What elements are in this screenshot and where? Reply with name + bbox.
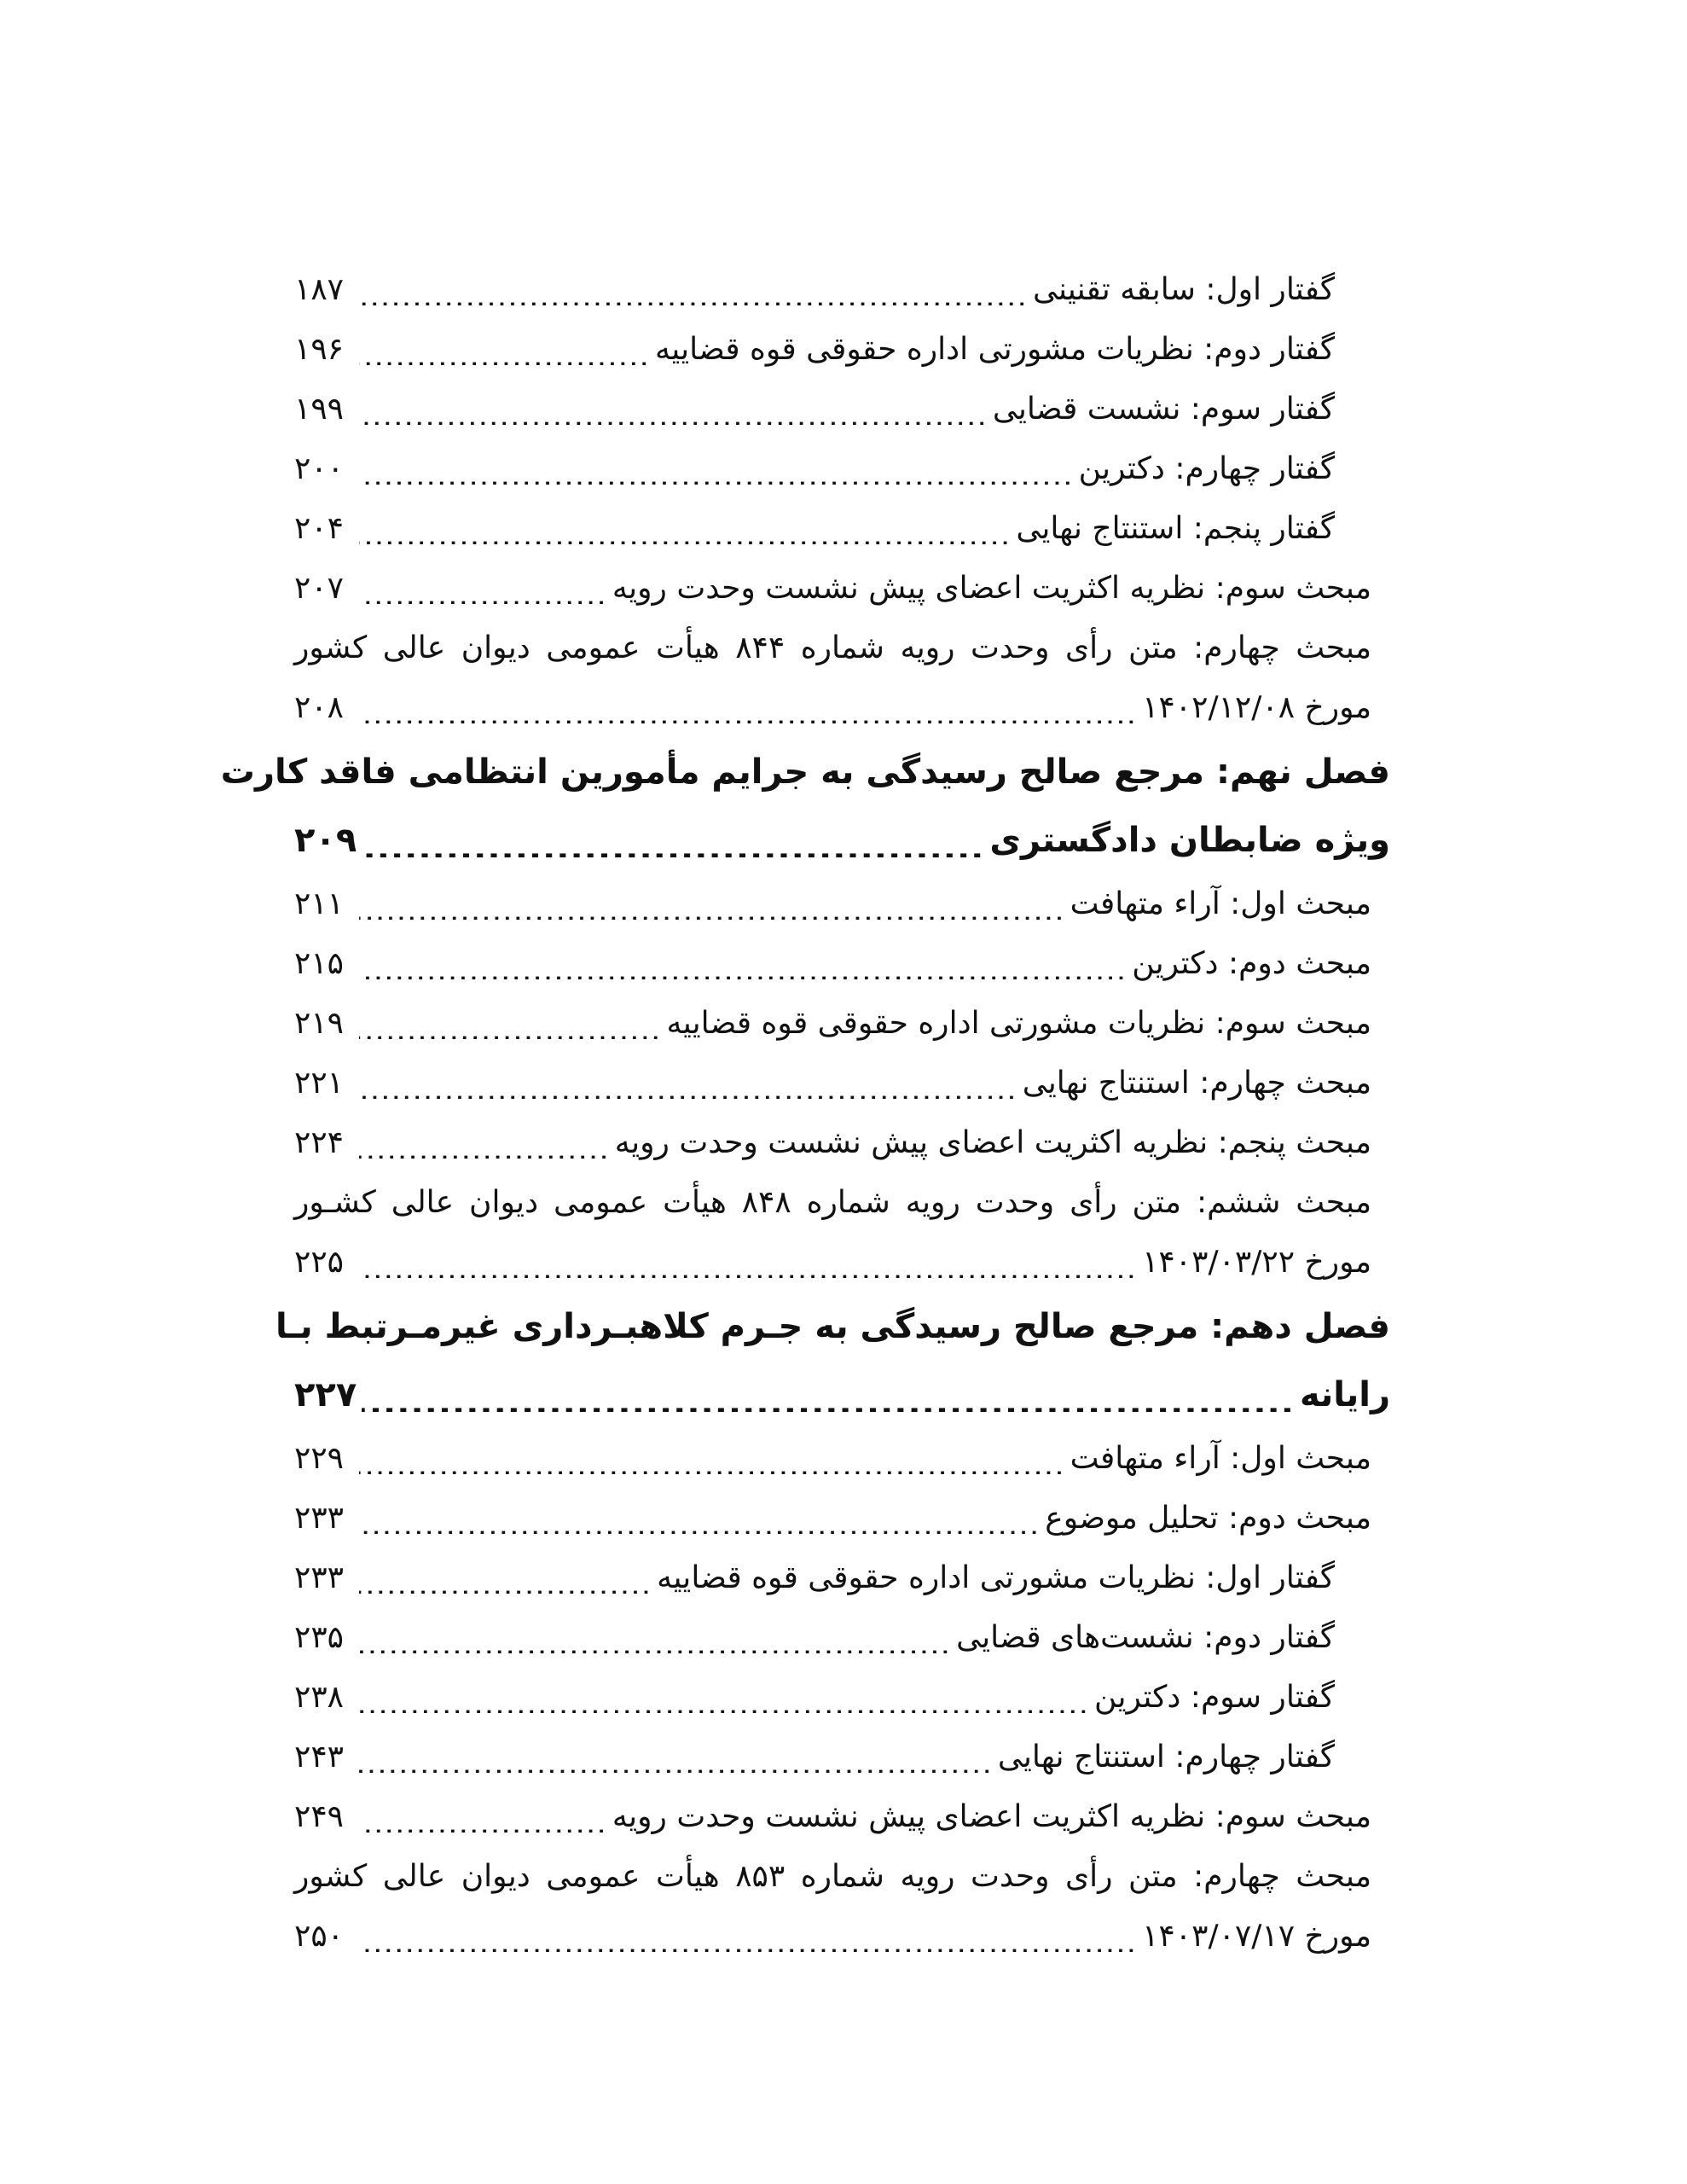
toc-chapter-page: ۲۲۷ — [294, 1375, 357, 1414]
dot-leader — [359, 1742, 993, 1773]
toc-entry[interactable] — [294, 1113, 1390, 1173]
toc-entry[interactable] — [294, 934, 1390, 994]
toc-entry-page: ۲۱۵ — [294, 946, 345, 981]
toc-entry-label: مبحث ششم: متن رأی وحدت رویه شماره ۸۴۸ هیأت عمومی دیوان عالی کشـور — [294, 1185, 1371, 1220]
toc-entry-page: ۲۳۳ — [294, 1560, 345, 1595]
dot-leader — [359, 454, 1074, 485]
toc-entry-line-2[interactable] — [294, 1907, 1390, 1966]
dot-leader — [359, 1068, 1017, 1099]
toc-entry-label: مبحث پنجم: نظریه اکثریت اعضای پیش نشست وحدت رویه — [614, 1125, 1371, 1160]
toc-chapter-label: فصل دهم: مرجع صالح رسیدگی به جـرم کلاهبـرداری غیرمـرتبط بـا — [275, 1307, 1390, 1346]
toc-entry[interactable] — [294, 1608, 1390, 1668]
dot-leader — [359, 514, 1011, 544]
toc-entry-page: ۲۰۰ — [294, 451, 345, 486]
dot-leader — [359, 394, 988, 425]
toc-entry[interactable] — [294, 874, 1390, 934]
toc-entry-line-1[interactable] — [294, 1173, 1390, 1233]
toc-entry-page: ۲۱۹ — [294, 1006, 345, 1041]
dot-leader — [359, 334, 650, 365]
toc-entry-label: گفتار پنجم: استنتاج نهایی — [1016, 511, 1335, 546]
toc-chapter-line-2[interactable] — [294, 1361, 1390, 1429]
toc-entry[interactable] — [294, 1668, 1390, 1728]
toc-entry-page: ۲۴۹ — [294, 1799, 345, 1834]
toc-entry-page: ۲۱۱ — [294, 886, 345, 921]
toc-entry[interactable] — [294, 499, 1390, 559]
dot-leader — [359, 949, 1127, 979]
toc-entry-page: ۲۳۳ — [294, 1501, 345, 1536]
toc-entry-page: ۲۳۵ — [294, 1620, 345, 1655]
toc-entry[interactable] — [294, 1054, 1390, 1113]
dot-leader — [362, 1378, 1295, 1412]
dot-leader — [359, 1802, 607, 1833]
toc-entry-label: گفتار چهارم: استنتاج نهایی — [997, 1740, 1335, 1774]
toc-chapter-line-1[interactable] — [275, 1292, 1390, 1361]
toc-entry-page: ۱۹۶ — [294, 332, 345, 367]
toc-entry-label: مبحث دوم: دکترین — [1132, 946, 1371, 981]
dot-leader — [359, 1443, 1065, 1474]
toc-entry[interactable] — [294, 1548, 1390, 1608]
toc-entry[interactable] — [294, 320, 1390, 380]
toc-entry-page: ۲۴۳ — [294, 1740, 345, 1774]
toc-entry-page: ۲۲۹ — [294, 1441, 345, 1476]
toc-entry-label: گفتار سوم: دکترین — [1094, 1680, 1335, 1715]
toc-entry-page: ۲۰۴ — [294, 511, 345, 546]
toc-entry-label: گفتار دوم: نظریات مشورتی اداره حقوقی قوه قضاییه — [654, 332, 1335, 367]
toc-entry[interactable] — [294, 1787, 1390, 1847]
toc-chapter-label: رایانه — [1299, 1375, 1390, 1414]
toc-entry-page: ۲۰۷ — [294, 571, 345, 606]
toc-entry[interactable] — [294, 260, 1390, 320]
table-of-contents — [220, 260, 1390, 1966]
toc-entry-label: مورخ ۱۴۰۲/۱۲/۰۸ — [1142, 690, 1371, 725]
dot-leader — [359, 573, 607, 604]
toc-entry-label: مبحث اول: آراء متهافت — [1070, 1441, 1371, 1476]
dot-leader — [359, 1008, 661, 1039]
toc-chapter-line-2[interactable] — [294, 806, 1390, 874]
toc-entry[interactable] — [294, 559, 1390, 619]
toc-entry-label: گفتار اول: نظریات مشورتی اداره حقوقی قوه قضاییه — [657, 1560, 1335, 1595]
toc-entry-page: ۲۲۴ — [294, 1125, 345, 1160]
toc-entry-label: مبحث چهارم: استنتاج نهایی — [1022, 1066, 1371, 1101]
toc-entry[interactable] — [294, 1429, 1390, 1489]
toc-entry[interactable] — [294, 380, 1390, 439]
toc-entry-label: مبحث سوم: نظریات مشورتی اداره حقوقی قوه قضاییه — [666, 1006, 1371, 1041]
toc-entry[interactable] — [294, 439, 1390, 499]
toc-entry-line-1[interactable] — [294, 619, 1390, 678]
dot-leader — [359, 693, 1137, 723]
toc-chapter-page: ۲۰۹ — [294, 821, 357, 860]
dot-leader — [362, 823, 984, 857]
toc-entry-page: ۲۵۰ — [294, 1919, 345, 1954]
toc-entry-page: ۱۹۹ — [294, 392, 345, 427]
toc-entry-line-2[interactable] — [294, 1233, 1390, 1292]
toc-entry-label: گفتار دوم: نشست‌های قضایی — [956, 1620, 1335, 1655]
toc-entry-page: ۱۸۷ — [294, 272, 345, 307]
dot-leader — [359, 1682, 1089, 1713]
dot-leader — [359, 1247, 1137, 1278]
toc-chapter-label: ویژه ضابطان دادگستری — [989, 821, 1390, 860]
toc-entry-label: مبحث دوم: تحلیل موضوع — [1045, 1501, 1371, 1536]
toc-entry-page: ۲۲۵ — [294, 1245, 345, 1280]
dot-leader — [359, 275, 1028, 305]
toc-chapter-label: فصل نهم: مرجع صالح رسیدگی به جرایم مأمورین انتظامی فاقد کارت — [220, 752, 1390, 792]
toc-entry-label: مورخ ۱۴۰۳/۰۷/۱۷ — [1142, 1919, 1371, 1954]
toc-entry-label: گفتار اول: سابقه تقنینی — [1032, 272, 1335, 307]
toc-entry[interactable] — [294, 1728, 1390, 1787]
dot-leader — [359, 1503, 1040, 1534]
dot-leader — [359, 1921, 1137, 1952]
toc-entry-label: گفتار چهارم: دکترین — [1078, 451, 1335, 486]
toc-chapter-line-1[interactable] — [220, 738, 1390, 806]
toc-entry[interactable] — [294, 1489, 1390, 1548]
dot-leader — [359, 889, 1065, 920]
dot-leader — [359, 1563, 652, 1594]
toc-entry-label: گفتار سوم: نشست قضایی — [992, 392, 1335, 427]
toc-entry-line-1[interactable] — [294, 1847, 1390, 1907]
toc-entry-label: مورخ ۱۴۰۳/۰۳/۲۲ — [1142, 1245, 1371, 1280]
toc-entry-line-2[interactable] — [294, 678, 1390, 738]
toc-entry-label: مبحث اول: آراء متهافت — [1070, 886, 1371, 921]
toc-entry-page: ۲۲۱ — [294, 1066, 345, 1101]
toc-entry[interactable] — [294, 994, 1390, 1054]
toc-entry-page: ۲۳۸ — [294, 1680, 345, 1715]
toc-entry-label: مبحث سوم: نظریه اکثریت اعضای پیش نشست وحدت رویه — [612, 571, 1371, 606]
toc-entry-label: مبحث سوم: نظریه اکثریت اعضای پیش نشست وحدت رویه — [612, 1799, 1371, 1834]
dot-leader — [359, 1623, 951, 1653]
dot-leader — [359, 1128, 610, 1159]
toc-entry-label: مبحث چهارم: متن رأی وحدت رویه شماره ۸۵۳ هیأت عمومی دیوان عالی کشور — [294, 1859, 1371, 1894]
toc-entry-label: مبحث چهارم: متن رأی وحدت رویه شماره ۸۴۴ هیأت عمومی دیوان عالی کشور — [294, 630, 1371, 665]
toc-entry-page: ۲۰۸ — [294, 690, 345, 725]
